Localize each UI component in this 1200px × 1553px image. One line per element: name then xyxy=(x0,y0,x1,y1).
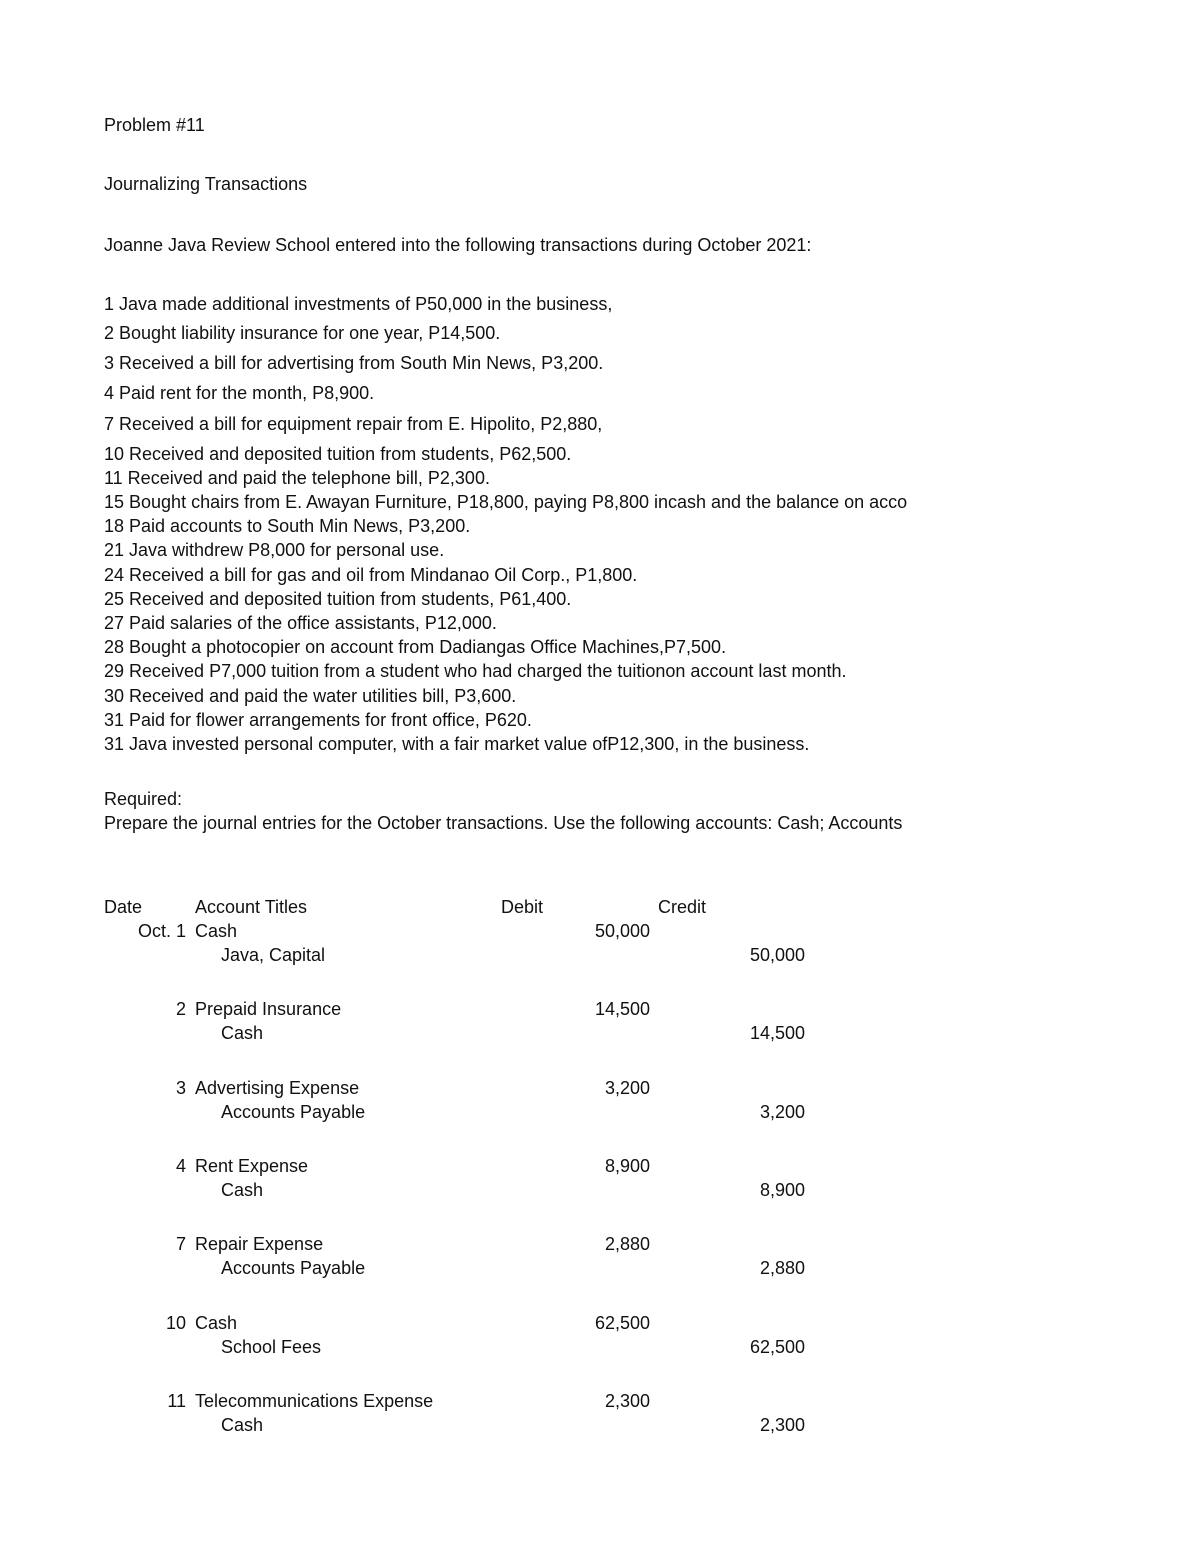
journal-entry xyxy=(0,1077,1200,1127)
credit-amount: 2,300 xyxy=(759,1415,805,1435)
credit-account: Accounts Payable xyxy=(221,1102,366,1122)
entry-date: 11 xyxy=(167,1391,186,1411)
entry-date: 7 xyxy=(175,1234,186,1254)
subtitle: Journalizing Transactions xyxy=(104,174,308,194)
header-date: Date xyxy=(104,897,143,917)
debit-amount: 14,500 xyxy=(594,999,650,1019)
credit-account: Java, Capital xyxy=(221,945,326,965)
credit-amount: 2,880 xyxy=(759,1258,805,1278)
transaction-item: 1 Java made additional investments of P50,000 in the business, xyxy=(104,294,613,314)
problem-title: Problem #11 xyxy=(104,115,205,135)
debit-account: Prepaid Insurance xyxy=(195,999,342,1019)
debit-account: Cash xyxy=(195,921,238,941)
debit-account: Rent Expense xyxy=(195,1156,309,1176)
credit-account: Accounts Payable xyxy=(221,1258,366,1278)
credit-amount: 62,500 xyxy=(749,1337,805,1357)
journal-entry xyxy=(0,1312,1200,1362)
entry-date: 3 xyxy=(175,1078,186,1098)
required-label: Required: xyxy=(104,789,183,809)
header-account-titles: Account Titles xyxy=(195,897,308,917)
transaction-item: 31 Paid for flower arrangements for front office, P620. xyxy=(104,710,532,730)
entry-date: 4 xyxy=(175,1156,186,1176)
transaction-item: 2 Bought liability insurance for one year, P14,500. xyxy=(104,323,501,343)
journal-entry xyxy=(0,920,1200,970)
entry-date: 2 xyxy=(175,999,186,1019)
debit-account: Advertising Expense xyxy=(195,1078,360,1098)
transaction-item: 3 Received a bill for advertising from South Min News, P3,200. xyxy=(104,353,604,373)
debit-amount: 62,500 xyxy=(594,1313,650,1333)
transaction-item: 4 Paid rent for the month, P8,900. xyxy=(104,383,375,403)
transaction-item: 15 Bought chairs from E. Awayan Furniture, P18,800, paying P8,800 incash and the balance on acco xyxy=(104,492,908,512)
credit-amount: 8,900 xyxy=(759,1180,805,1200)
transaction-item: 28 Bought a photocopier on account from Dadiangas Office Machines,P7,500. xyxy=(104,637,727,657)
transaction-item: 21 Java withdrew P8,000 for personal use. xyxy=(104,540,445,560)
transaction-item: 29 Received P7,000 tuition from a student who had charged the tuitionon account last month. xyxy=(104,661,847,681)
intro-text: Joanne Java Review School entered into the following transactions during October 2021: xyxy=(104,235,812,255)
credit-account: Cash xyxy=(221,1180,264,1200)
debit-amount: 50,000 xyxy=(594,921,650,941)
credit-amount: 14,500 xyxy=(749,1023,805,1043)
debit-amount: 8,900 xyxy=(604,1156,650,1176)
journal-entry xyxy=(0,1233,1200,1283)
transaction-item: 25 Received and deposited tuition from students, P61,400. xyxy=(104,589,572,609)
transaction-item: 30 Received and paid the water utilities bill, P3,600. xyxy=(104,686,517,706)
transaction-item: 7 Received a bill for equipment repair from E. Hipolito, P2,880, xyxy=(104,414,603,434)
credit-amount: 3,200 xyxy=(759,1102,805,1122)
transaction-item: 31 Java invested personal computer, with a fair market value ofP12,300, in the business. xyxy=(104,734,810,754)
transaction-item: 27 Paid salaries of the office assistants, P12,000. xyxy=(104,613,497,633)
journal-entry xyxy=(0,1155,1200,1205)
transaction-item: 18 Paid accounts to South Min News, P3,200. xyxy=(104,516,471,536)
transaction-item: 24 Received a bill for gas and oil from Mindanao Oil Corp., P1,800. xyxy=(104,565,638,585)
debit-account: Telecommunications Expense xyxy=(195,1391,434,1411)
debit-amount: 3,200 xyxy=(604,1078,650,1098)
credit-account: School Fees xyxy=(221,1337,322,1357)
debit-amount: 2,300 xyxy=(604,1391,650,1411)
required-text: Prepare the journal entries for the October transactions. Use the following accounts: Cash; Accounts xyxy=(104,813,903,833)
entry-date: 10 xyxy=(165,1313,186,1333)
credit-account: Cash xyxy=(221,1023,264,1043)
header-credit: Credit xyxy=(658,897,707,917)
debit-amount: 2,880 xyxy=(604,1234,650,1254)
journal-entry xyxy=(0,1390,1200,1440)
journal-entry xyxy=(0,998,1200,1048)
debit-account: Repair Expense xyxy=(195,1234,324,1254)
entry-date: Oct. 1 xyxy=(137,921,186,941)
transaction-item: 11 Received and paid the telephone bill, P2,300. xyxy=(104,468,490,488)
transaction-item: 10 Received and deposited tuition from students, P62,500. xyxy=(104,444,572,464)
credit-account: Cash xyxy=(221,1415,264,1435)
header-debit: Debit xyxy=(501,897,544,917)
credit-amount: 50,000 xyxy=(749,945,805,965)
debit-account: Cash xyxy=(195,1313,238,1333)
